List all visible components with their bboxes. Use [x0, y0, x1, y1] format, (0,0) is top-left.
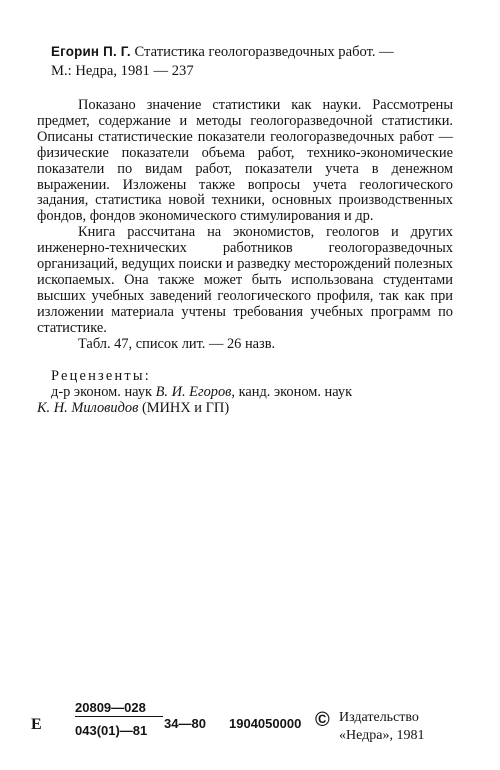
bib-line-1: [51, 42, 471, 62]
reviewers-block: [37, 368, 471, 416]
bib-line-2: М.: Недра, 1981 — 237: [51, 63, 194, 79]
imprint-code-bottom: 043(01)—81: [75, 723, 148, 738]
book-title-line1: Статистика геологоразведочных работ. —: [134, 44, 394, 60]
reviewer2-name: К. Н. Миловидов: [37, 400, 139, 416]
imprint-code-right: 1904050000: [229, 716, 302, 731]
abstract-paragraph-2: Книга рассчитана на экономистов, геологов и других инженерно-технических работников геологоразведочных организаций, ведущих поиски и разведку месторождений полезных ископаемых. Она также может быть использована студентами высших учебных заведений геологического профиля, так как при изложении материала учтены требования учебных программ по статистике.: [37, 224, 453, 336]
imprint-footer: [31, 700, 481, 750]
publisher-line-1: Издательство: [339, 710, 419, 725]
reviewer2-affiliation: (МИНХ и ГП): [138, 400, 230, 416]
imprint-code-top: 20809—028: [75, 700, 163, 717]
copyright-icon: ©: [315, 709, 330, 731]
tables-note: Табл. 47, список лит. — 26 назв.: [78, 335, 276, 352]
reviewer1-degree: д-р эконом. наук: [51, 384, 156, 400]
reviewer1-name: В. И. Егоров: [155, 384, 232, 400]
reviewers-line-1: [51, 384, 471, 400]
imprint-code-mid: 34—80: [164, 716, 206, 731]
reviewer2-degree: , канд. эконом. наук: [231, 384, 353, 400]
author-name: Егорин П. Г.: [51, 44, 131, 59]
abstract: [37, 98, 453, 353]
publisher-line-2: «Недра», 1981: [339, 728, 425, 743]
reviewers-line-2: [37, 400, 471, 416]
imprint-letter: Е: [31, 716, 42, 733]
reviewers-heading: Рецензенты:: [51, 368, 151, 384]
abstract-paragraph-1: Показано значение статистики как науки. Рассмотрены предмет, содержание и методы геологоразведочной статистики. Описаны статистические показатели геологоразведочных работ — физические показатели объема работ, технико-экономические показатели по видам работ, показатели учета в денежном выражении. Изложены также вопросы учета геологического задания, статистика новой техники, основных производственных фондов, фондов экономического стимулирования и др.: [37, 97, 453, 225]
bibliographic-entry: [51, 42, 471, 81]
